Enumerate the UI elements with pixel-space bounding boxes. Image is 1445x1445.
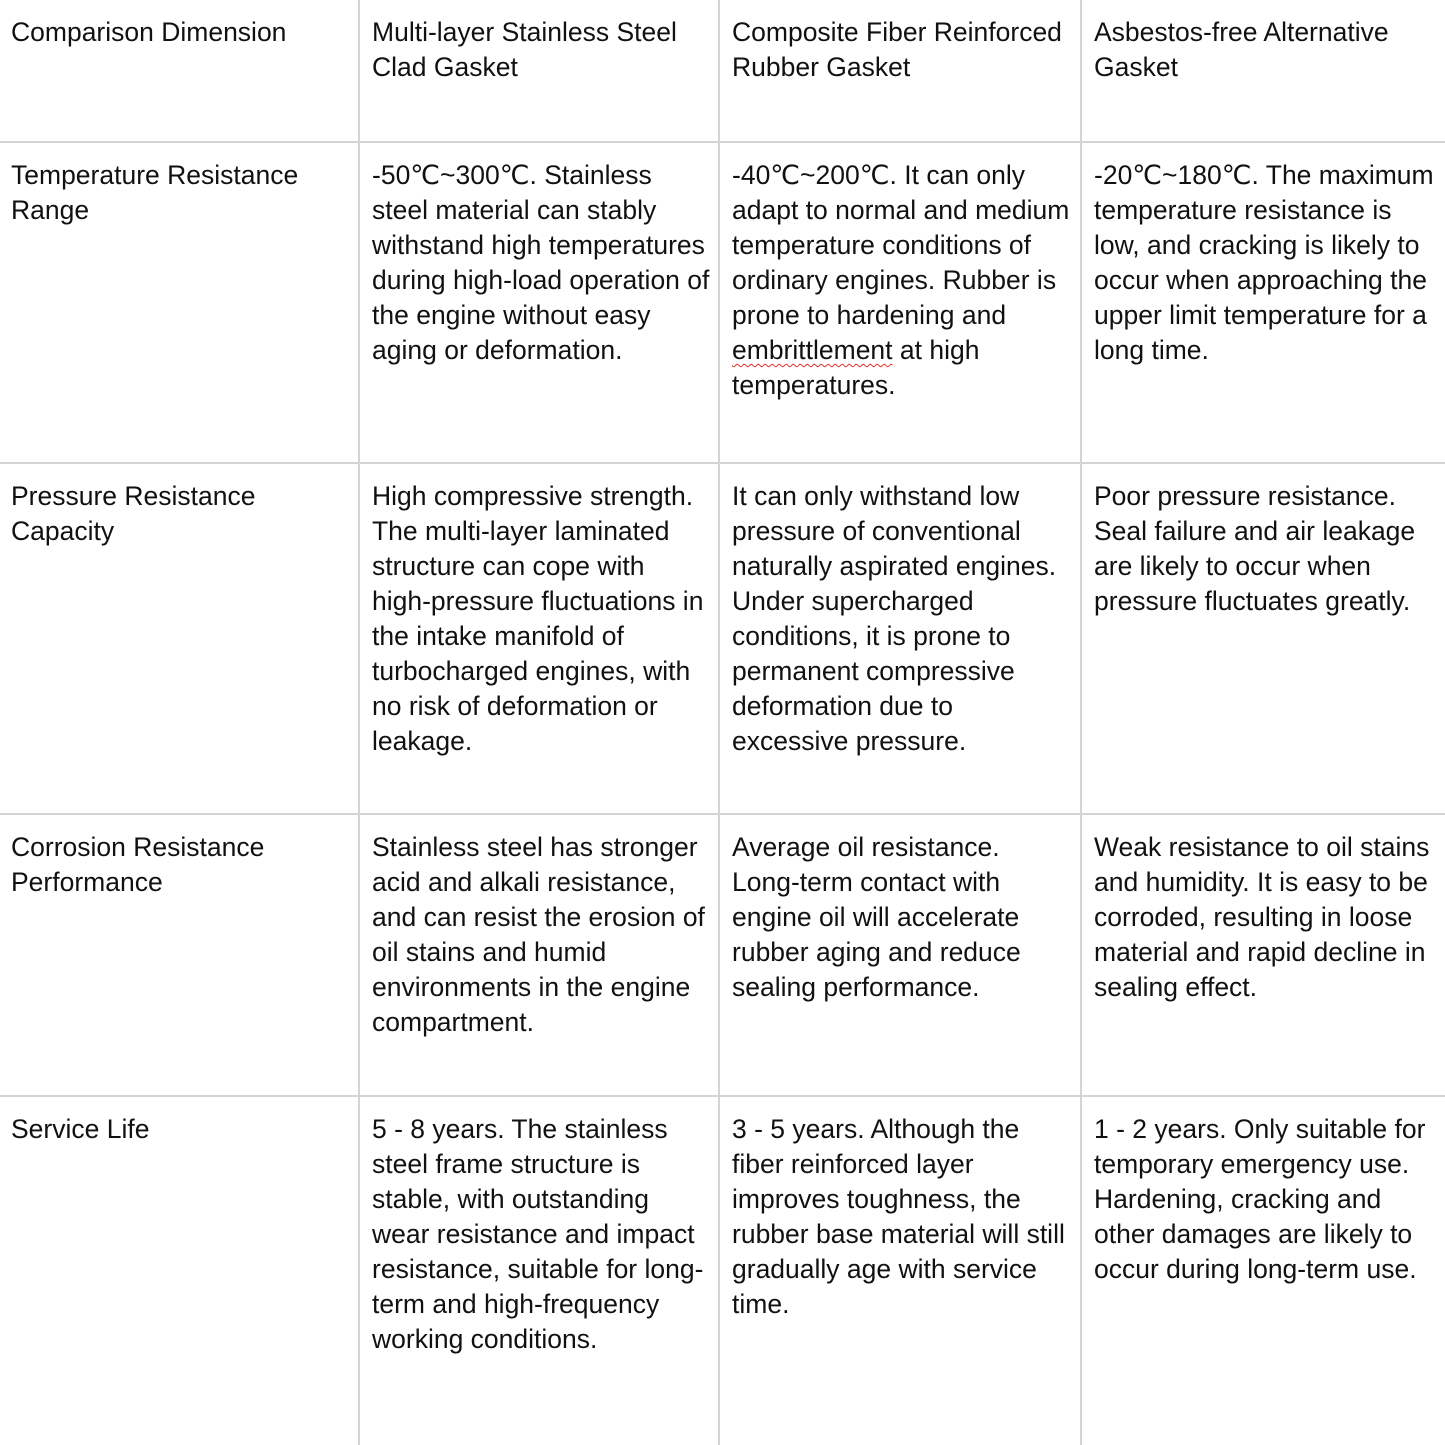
table-row-temperature — [0, 142, 1445, 463]
header-comparison-dimension: Comparison Dimension — [0, 0, 359, 142]
header-asbestos-free-gasket: Asbestos-free Alternative Gasket — [1081, 0, 1445, 142]
cell-asbestos-corrosion: Weak resistance to oil stains and humidity. It is easy to be corroded, resulting in loose material and rapid decline in sealing effect. — [1081, 814, 1445, 1096]
cell-rubber-temperature — [719, 142, 1081, 463]
header-fiber-rubber-gasket: Composite Fiber Reinforced Rubber Gasket — [719, 0, 1081, 142]
header-stainless-steel-gasket: Multi-layer Stainless Steel Clad Gasket — [359, 0, 719, 142]
cell-steel-temperature: -50℃~300℃. Stainless steel material can stably withstand high temperatures during high-load operation of the engine without easy aging or deformation. — [359, 142, 719, 463]
cell-asbestos-pressure: Poor pressure resistance. Seal failure and air leakage are likely to occur when pressure fluctuates greatly. — [1081, 463, 1445, 814]
cell-rubber-corrosion: Average oil resistance. Long-term contact with engine oil will accelerate rubber aging and reduce sealing performance. — [719, 814, 1081, 1096]
spellcheck-flagged-word[interactable]: embrittlement — [732, 335, 893, 365]
cell-steel-corrosion: Stainless steel has stronger acid and alkali resistance, and can resist the erosion of oil stains and humid environments in the engine compartment. — [359, 814, 719, 1096]
row-label-corrosion: Corrosion Resistance Performance — [0, 814, 359, 1096]
table-row-corrosion — [0, 814, 1445, 1096]
cell-text-part: -40℃~200℃. It can only adapt to normal and medium temperature conditions of ordinary engines. Rubber is prone to hardening and — [732, 160, 1070, 330]
cell-steel-service-life: 5 - 8 years. The stainless steel frame structure is stable, with outstanding wear resistance and impact resistance, suitable for long-term and high-frequency working conditions. — [359, 1096, 719, 1445]
cell-rubber-pressure: It can only withstand low pressure of conventional naturally aspirated engines. Under supercharged conditions, it is prone to permanent compressive deformation due to excessive pressure. — [719, 463, 1081, 814]
cell-asbestos-temperature: -20℃~180℃. The maximum temperature resistance is low, and cracking is likely to occur when approaching the upper limit temperature for a long time. — [1081, 142, 1445, 463]
table-row-service-life — [0, 1096, 1445, 1445]
table-row-pressure — [0, 463, 1445, 814]
cell-asbestos-service-life: 1 - 2 years. Only suitable for temporary emergency use. Hardening, cracking and other damages are likely to occur during long-term use. — [1094, 1114, 1426, 1284]
row-label-pressure: Pressure Resistance Capacity — [0, 463, 359, 814]
table-header-row — [0, 0, 1445, 142]
row-label-temperature: Temperature Resistance Range — [0, 142, 359, 463]
cell-steel-pressure: High compressive strength. The multi-layer laminated structure can cope with high-pressure fluctuations in the intake manifold of turbocharged engines, with no risk of deformation or leakage. — [359, 463, 719, 814]
row-label-service-life: Service Life — [0, 1096, 359, 1445]
cell-text-part: at high temperatures. — [732, 335, 980, 400]
cell-rubber-service-life: 3 - 5 years. Although the fiber reinforced layer improves toughness, the rubber base material will still gradually age with service time. — [719, 1096, 1081, 1445]
